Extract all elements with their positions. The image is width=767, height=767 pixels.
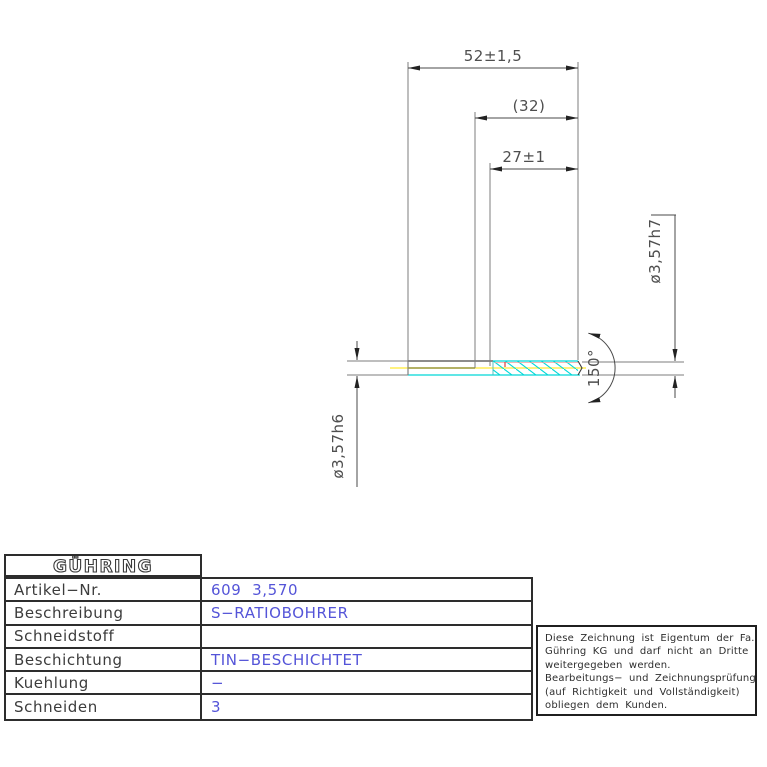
- table-row: [6, 695, 531, 718]
- table-row: [6, 672, 531, 695]
- dim-flute-length-label: 27±1: [502, 148, 546, 166]
- dim-point-angle-label: 150°: [585, 348, 603, 388]
- row-value-beschichtung: TIN−BESCHICHTET: [211, 650, 363, 669]
- dim-overall-length: [408, 47, 578, 361]
- row-value-artikel-nr: 609 3,570: [211, 580, 299, 599]
- row-label-beschreibung: Beschreibung: [6, 602, 202, 623]
- flute-hatch: [493, 361, 578, 375]
- guehring-logo-text: GÜHRING: [52, 556, 154, 576]
- drill-body: [390, 361, 586, 375]
- row-label-artikel-nr: Artikel−Nr.: [6, 579, 202, 600]
- row-label-kuehlung: Kuehlung: [6, 672, 202, 693]
- table-row: [6, 579, 531, 602]
- dim-shank-diameter-label: ø3,57h6: [329, 413, 347, 479]
- note-line: Diese Zeichnung ist Eigentum der Fa.: [545, 633, 755, 644]
- dim-point-angle: [585, 333, 615, 403]
- row-label-beschichtung: Beschichtung: [6, 649, 202, 670]
- row-value-schneidstoff: [202, 626, 531, 647]
- ownership-note-box: [536, 625, 757, 716]
- row-value-kuehlung: −: [211, 673, 225, 692]
- note-line: Gühring KG und darf nicht an Dritte: [545, 646, 749, 658]
- dim-shank-diameter: [329, 341, 408, 487]
- title-table: [4, 554, 533, 721]
- guehring-logo: [23, 556, 183, 576]
- dim-neck-length-label: (32): [512, 97, 546, 115]
- table-row: [6, 602, 531, 625]
- row-label-schneiden: Schneiden: [6, 695, 202, 718]
- row-value-beschreibung: S−RATIOBOHRER: [211, 603, 349, 622]
- row-label-schneidstoff: Schneidstoff: [6, 626, 202, 647]
- dim-tip-diameter-label: ø3,57h7: [646, 218, 664, 284]
- table-row: [6, 626, 531, 649]
- note-line: Bearbeitungs− und Zeichnungsprüfung: [545, 673, 756, 685]
- table-rows: [4, 577, 533, 721]
- note-line: weitergegeben werden.: [545, 659, 671, 671]
- note-line: obliegen dem Kunden.: [545, 700, 668, 712]
- table-row: [6, 649, 531, 672]
- note-line: (auf Richtigkeit und Vollständigkeit): [545, 686, 740, 698]
- dim-overall-length-label: 52±1,5: [463, 47, 523, 65]
- row-value-schneiden: 3: [211, 698, 222, 717]
- dim-flute-length: [490, 148, 578, 366]
- logo-cell: [4, 554, 202, 577]
